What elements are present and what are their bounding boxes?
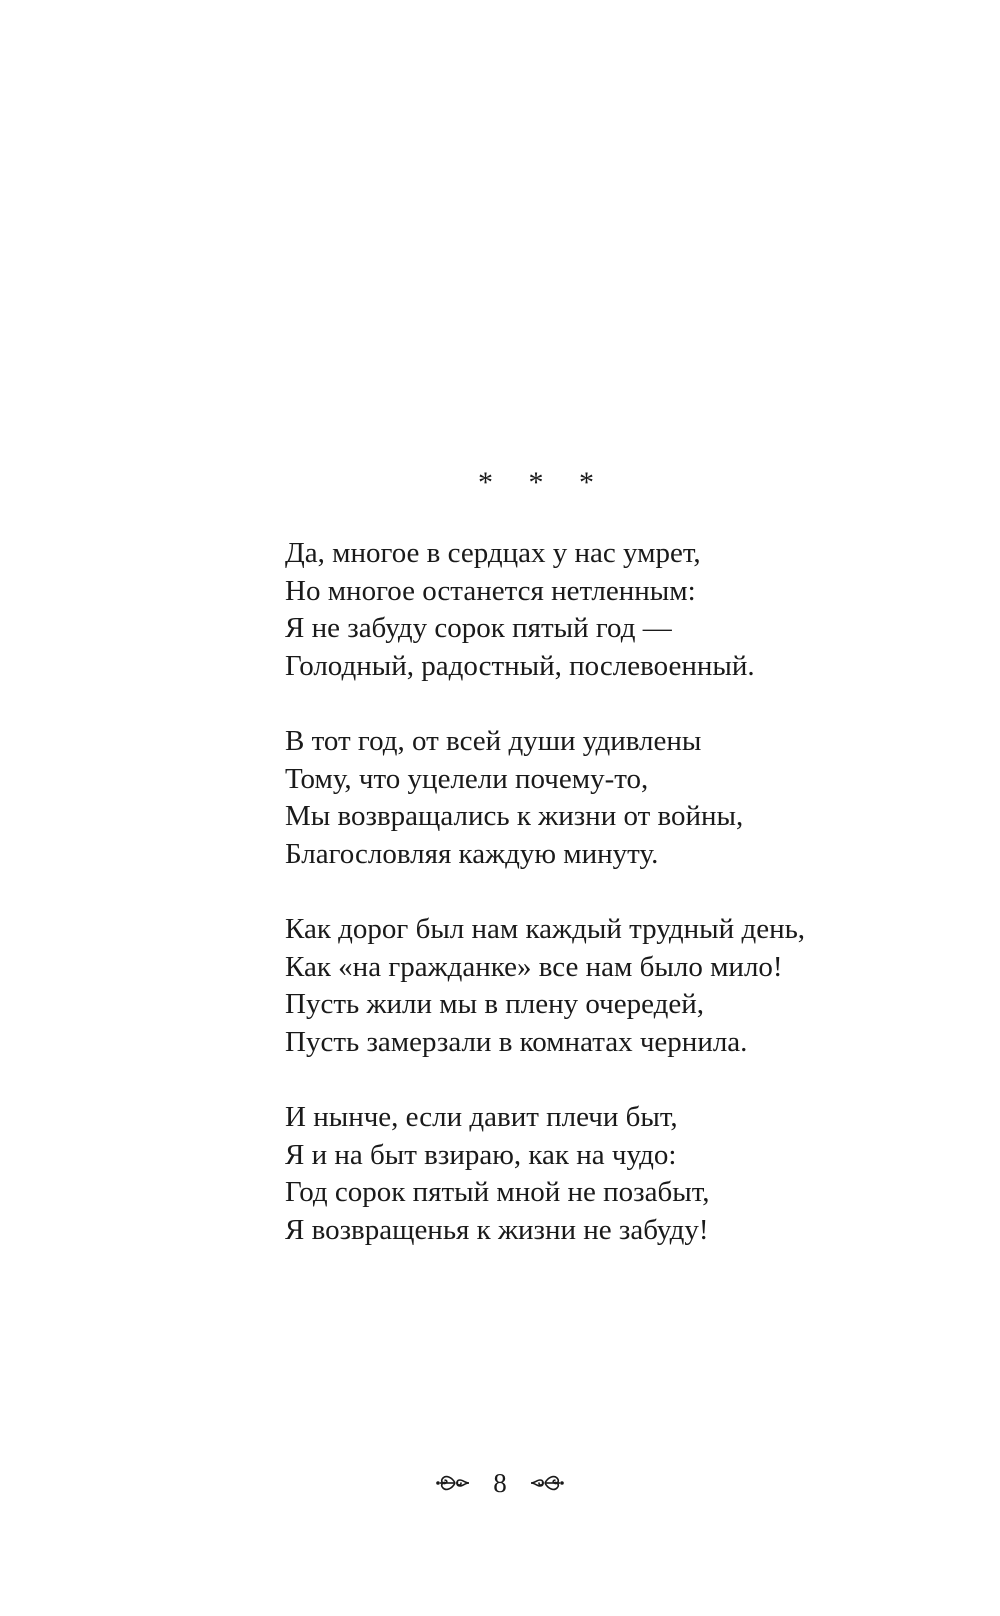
- poem-line: Благословляя каждую минуту.: [285, 837, 659, 870]
- poem-line: Но многое останется нетленным:: [285, 574, 696, 607]
- stanza-3: [285, 911, 935, 1061]
- section-separator: * * *: [478, 466, 608, 499]
- poem-body: [285, 535, 935, 1287]
- flourish-left-icon: [435, 1470, 471, 1496]
- poem-line: Год сорок пятый мной не позабыт,: [285, 1176, 710, 1208]
- poem-line: Голодный, радостный, послевоенный.: [285, 649, 755, 682]
- poem-line: Пусть замерзали в комнатах чернила.: [285, 1025, 748, 1058]
- poem-line: И нынче, если давит плечи быт,: [285, 1101, 678, 1133]
- stanza-2: [285, 723, 935, 873]
- flourish-right-icon: [529, 1470, 565, 1496]
- poem-line: Я возвращенья к жизни не забуду!: [285, 1213, 709, 1246]
- poem-line: Я и на быт взираю, как на чудо:: [285, 1138, 677, 1171]
- stanza-1: [285, 535, 935, 685]
- poem-line: Да, многое в сердцах у нас умрет,: [285, 537, 701, 569]
- stanza-4: [285, 1099, 935, 1249]
- poem-line: Как дорог был нам каждый трудный день,: [285, 913, 806, 945]
- poem-line: В тот год, от всей души удивлены: [285, 725, 702, 757]
- poem-line: Пусть жили мы в плену очередей,: [285, 988, 705, 1020]
- page-footer: [0, 1463, 1000, 1503]
- poem-line: Как «на гражданке» все нам было мило!: [285, 950, 783, 983]
- page-number: 8: [493, 1468, 507, 1498]
- poem-line: Мы возвращались к жизни от войны,: [285, 800, 744, 832]
- poem-line: Тому, что уцелели почему-то,: [285, 762, 649, 795]
- poem-line: Я не забуду сорок пятый год —: [285, 612, 672, 644]
